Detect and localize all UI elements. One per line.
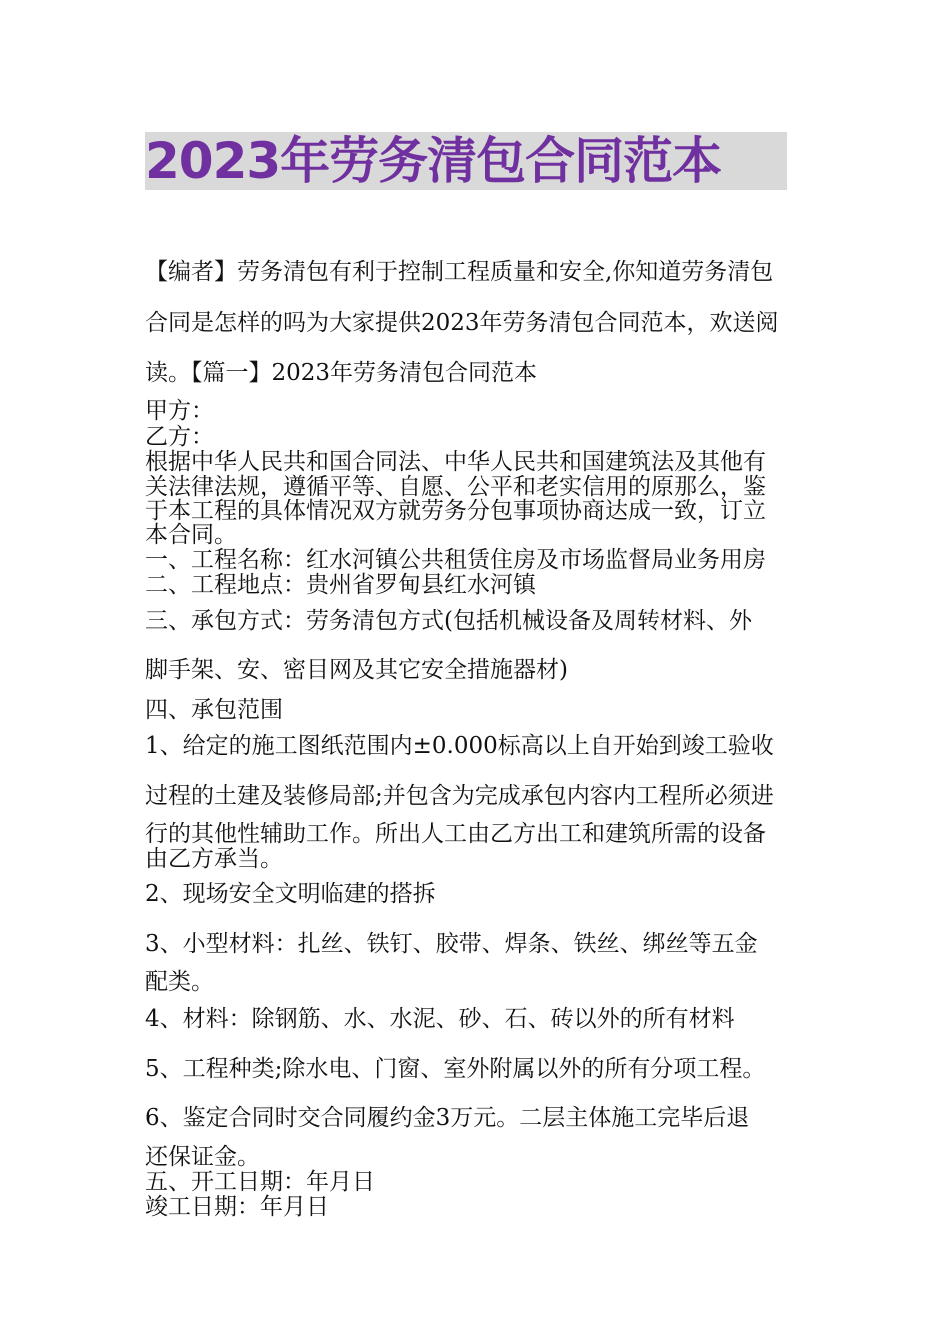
body-line: 还保证金。 xyxy=(145,1144,260,1170)
body-line: 甲方： xyxy=(145,398,214,424)
body-line: 3、小型材料：扎丝、铁钉、胶带、焊条、铁丝、绑丝等五金 xyxy=(145,931,758,957)
body-line: 本合同。 xyxy=(145,522,237,548)
body-line: 四、承包范围 xyxy=(145,697,283,723)
body-line: 2、现场安全文明临建的搭拆 xyxy=(145,881,436,907)
body-line: 于本工程的具体情况双方就劳务分包事项协商达成一致，订立 xyxy=(145,498,766,524)
page-title: 2023年劳务清包合同范本 xyxy=(145,132,722,190)
body-line: 1、给定的施工图纸范围内±0.000标高以上自开始到竣工验收 xyxy=(145,733,774,759)
body-line: 【编者】劳务清包有利于控制工程质量和安全,你知道劳务清包 xyxy=(145,259,774,285)
body-line: 竣工日期：年月日 xyxy=(145,1194,329,1220)
body-line: 五、开工日期：年月日 xyxy=(145,1169,375,1195)
body-line: 6、鉴定合同时交合同履约金3万元。二层主体施工完毕后退 xyxy=(145,1105,750,1131)
body-line: 乙方： xyxy=(145,424,214,450)
body-line: 配类。 xyxy=(145,969,214,995)
body-line: 由乙方承当。 xyxy=(145,846,283,872)
body-line: 关法律法规，遵循平等、自愿、公平和老实信用的原那么，鉴 xyxy=(145,474,766,500)
body-line: 根据中华人民共和国合同法、中华人民共和国建筑法及其他有 xyxy=(145,449,766,475)
body-line: 行的其他性辅助工作。所出人工由乙方出工和建筑所需的设备 xyxy=(145,821,766,847)
body-line: 合同是怎样的吗为大家提供2023年劳务清包合同范本，欢送阅 xyxy=(145,310,779,336)
body-line: 5、工程种类;除水电、门窗、室外附属以外的所有分项工程。 xyxy=(145,1056,766,1082)
body-line: 一、工程名称：红水河镇公共租赁住房及市场监督局业务用房 xyxy=(145,547,766,573)
body-line: 三、承包方式：劳务清包方式(包括机械设备及周转材料、外 xyxy=(145,608,752,634)
body-line: 二、工程地点：贵州省罗甸县红水河镇 xyxy=(145,572,536,598)
body-line: 读。【篇一】2023年劳务清包合同范本 xyxy=(145,360,538,386)
body-line: 过程的土建及装修局部;并包含为完成承包内容内工程所必须进 xyxy=(145,783,774,809)
body-line: 4、材料：除钢筋、水、水泥、砂、石、砖以外的所有材料 xyxy=(145,1006,735,1032)
body-line: 脚手架、安、密目网及其它安全措施器材) xyxy=(145,657,568,683)
